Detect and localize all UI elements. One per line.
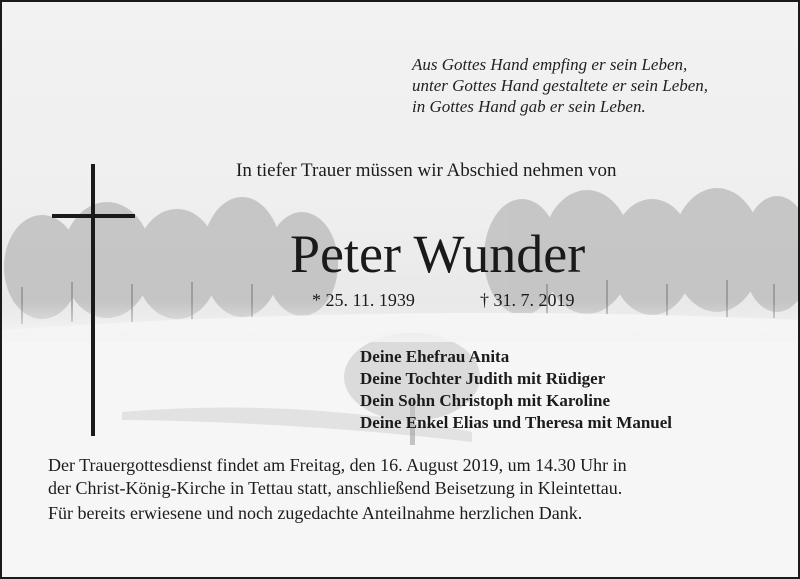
cross-icon-bar — [52, 214, 135, 218]
quote-line: Aus Gottes Hand empfing er sein Leben, — [412, 55, 688, 74]
birth-date: * 25. 11. 1939 — [312, 290, 415, 310]
cross-icon — [91, 164, 95, 436]
quote-line: in Gottes Hand gab er sein Leben. — [412, 97, 646, 116]
service-notice — [48, 454, 627, 525]
mourner-line: Deine Enkel Elias und Theresa mit Manuel — [360, 413, 673, 432]
mourner-line: Deine Ehefrau Anita — [360, 347, 510, 366]
intro-text: In tiefer Trauer müssen wir Abschied nehmen von — [236, 160, 617, 181]
mourner-line: Dein Sohn Christoph mit Karoline — [360, 391, 611, 410]
thanks-line: Für bereits erwiesene und noch zugedachte Anteilnahme herzlichen Dank. — [48, 503, 583, 523]
bible-quote — [412, 54, 792, 117]
service-line: der Christ-König-Kirche in Tettau statt, anschließend Beisetzung in Kleintettau. — [48, 478, 623, 498]
death-date: † 31. 7. 2019 — [480, 290, 575, 310]
deceased-name: Peter Wunder — [290, 224, 586, 284]
mourner-line: Deine Tochter Judith mit Rüdiger — [360, 369, 606, 388]
quote-line: unter Gottes Hand gestaltete er sein Leben, — [412, 76, 709, 95]
service-line: Der Trauergottesdienst findet am Freitag, den 16. August 2019, um 14.30 Uhr in — [48, 455, 627, 475]
mourners-list — [360, 346, 672, 434]
